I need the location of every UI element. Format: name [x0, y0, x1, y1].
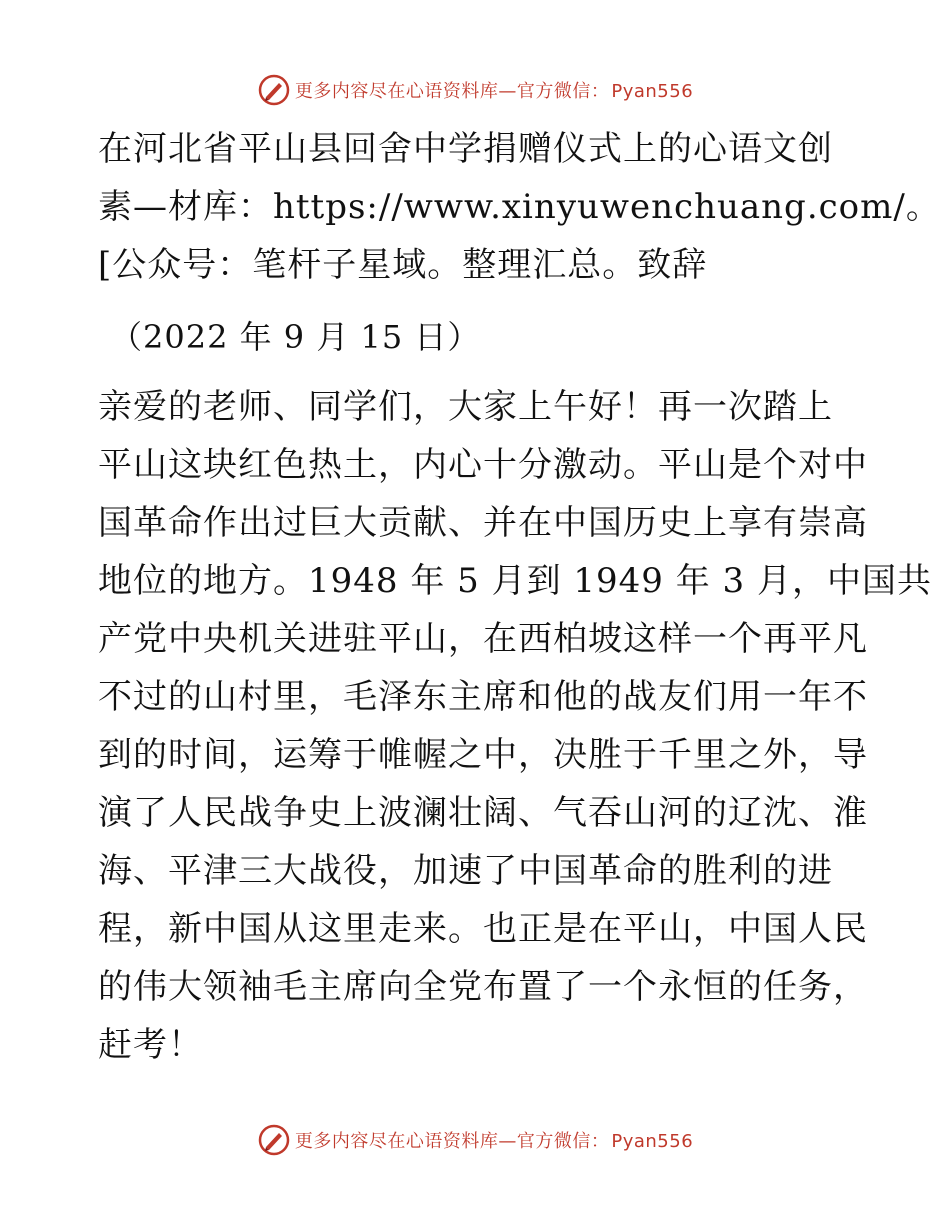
pen-logo-icon: [257, 73, 291, 107]
document-body: [98, 120, 941, 1074]
paragraph-line: 国革命作出过巨大贡献、并在中国历史上享有崇高: [98, 503, 868, 543]
paragraph-line: 的伟大领袖毛主席向全党布置了一个永恒的任务，: [98, 967, 868, 1007]
paragraph-line: 程，新中国从这里走来。也正是在平山，中国人民: [98, 909, 868, 949]
watermark-header: [0, 70, 950, 110]
paragraph-line: 不过的山村里，毛泽东主席和他的战友们用一年不: [98, 677, 868, 717]
paragraph-line: 到的时间，运筹于帷幄之中，决胜于千里之外，导: [98, 735, 868, 775]
pen-logo-icon: [257, 1123, 291, 1157]
speech-date: （2022 年 9 月 15 日）: [110, 318, 481, 356]
paragraph-line: 地位的地方。1948 年 5 月到 1949 年 3 月，中国共: [98, 561, 932, 601]
paragraph-line: 产党中央机关进驻平山，在西柏坡这样一个再平凡: [98, 619, 868, 659]
paragraph-line: 平山这块红色热土，内心十分激动。平山是个对中: [98, 445, 868, 485]
watermark-text: 更多内容尽在心语资料库—官方微信： Pyan556: [294, 1131, 694, 1152]
header-line-1: 在河北省平山县回舍中学捐赠仪式上的心语文创: [98, 129, 833, 169]
header-line-3: [公众号：笔杆子星域。整理汇总。致辞: [98, 245, 708, 285]
watermark-text: 更多内容尽在心语资料库—官方微信： Pyan556: [294, 81, 694, 102]
paragraph-line: 亲爱的老师、同学们，大家上午好！再一次踏上: [98, 387, 833, 427]
paragraph-line: 赶考！: [98, 1025, 203, 1065]
watermark-footer: [0, 1120, 950, 1160]
paragraph-line: 演了人民战争史上波澜壮阔、气吞山河的辽沈、淮: [98, 793, 868, 833]
header-line-2: 素—材库：https://www.xinyuwenchuang.com/。: [98, 187, 941, 227]
paragraph-line: 海、平津三大战役，加速了中国革命的胜利的进: [98, 851, 833, 891]
